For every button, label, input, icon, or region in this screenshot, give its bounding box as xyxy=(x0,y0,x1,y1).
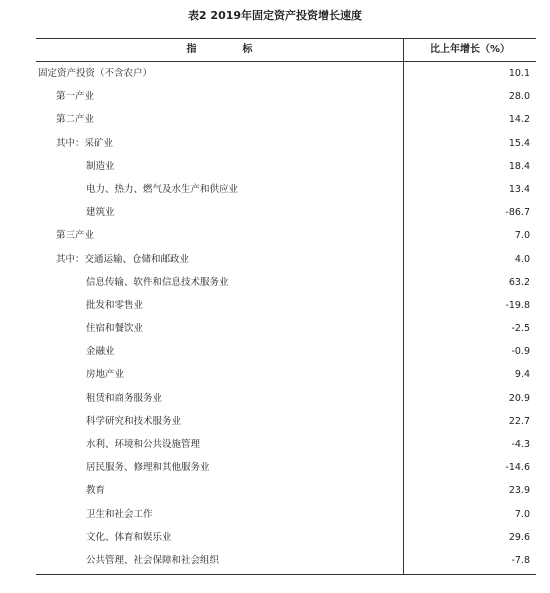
row-label: 信息传输、软件和信息技术服务业 xyxy=(86,276,229,288)
table-row xyxy=(36,155,536,178)
row-value: 22.7 xyxy=(508,415,530,427)
row-label: 第二产业 xyxy=(56,114,95,126)
table-row xyxy=(36,224,536,247)
row-label: 水利、环境和公共设施管理 xyxy=(86,439,201,450)
table-title: 表2 2019年固定资产投资增长速度 xyxy=(187,9,363,22)
row-label: 第三产业 xyxy=(56,230,95,242)
row-value: 20.9 xyxy=(508,392,530,404)
row-label: 第一产业 xyxy=(56,91,95,103)
row-value: -4.3 xyxy=(511,439,530,450)
row-label: 科学研究和技术服务业 xyxy=(86,415,182,427)
row-value: -86.7 xyxy=(505,207,530,219)
row-label: 文化、体育和娱乐业 xyxy=(86,531,172,543)
table-row xyxy=(36,294,536,317)
row-value: 4.0 xyxy=(514,253,530,265)
row-value: 9.4 xyxy=(514,369,530,381)
row-value: 23.9 xyxy=(508,485,530,497)
table-row xyxy=(36,62,536,85)
row-label: 其中：交通运输、仓储和邮政业 xyxy=(56,253,190,265)
table-row xyxy=(36,85,536,108)
table-row xyxy=(36,526,536,549)
row-label: 公共管理、社会保障和社会组织 xyxy=(86,554,220,566)
row-label: 其中：采矿业 xyxy=(56,137,114,149)
row-value: -19.8 xyxy=(505,299,530,311)
table-row xyxy=(36,108,536,131)
table-row xyxy=(36,201,536,224)
row-value: 29.6 xyxy=(508,531,530,543)
row-label: 电力、热力、燃气及水生产和供应业 xyxy=(86,183,239,195)
row-label: 居民服务、修理和其他服务业 xyxy=(86,462,210,474)
row-value: -0.9 xyxy=(511,346,530,358)
row-value: 14.2 xyxy=(508,114,530,126)
table-row xyxy=(36,132,536,155)
header-growth-rate: 比上年增长（%） xyxy=(429,44,511,55)
table-row xyxy=(36,363,536,386)
row-label: 批发和零售业 xyxy=(86,299,144,311)
table-row xyxy=(36,317,536,340)
table-row xyxy=(36,387,536,410)
table-row xyxy=(36,433,536,456)
row-value: -2.5 xyxy=(511,323,530,335)
table-bottom-rule xyxy=(36,574,536,575)
table-row xyxy=(36,178,536,201)
row-label: 教育 xyxy=(86,485,106,497)
row-label: 卫生和社会工作 xyxy=(86,508,153,520)
row-value: 18.4 xyxy=(508,160,530,172)
table-row xyxy=(36,410,536,433)
header-indicator: 指 标 xyxy=(186,44,271,55)
row-label: 制造业 xyxy=(86,160,115,172)
table-row xyxy=(36,549,536,572)
table-row xyxy=(36,479,536,502)
table-row xyxy=(36,456,536,479)
row-label: 住宿和餐饮业 xyxy=(86,323,144,335)
row-value: 10.1 xyxy=(508,68,530,79)
table-body xyxy=(36,62,536,572)
row-value: 28.0 xyxy=(508,91,530,103)
row-value: 63.2 xyxy=(508,276,530,288)
row-label: 房地产业 xyxy=(86,369,125,381)
row-value: 15.4 xyxy=(508,137,530,149)
row-label: 固定资产投资（不含农户） xyxy=(38,68,153,79)
row-value: 7.0 xyxy=(514,508,530,520)
table-row xyxy=(36,503,536,526)
row-label: 租赁和商务服务业 xyxy=(86,392,163,404)
row-label: 金融业 xyxy=(86,346,115,358)
table-row xyxy=(36,340,536,363)
row-value: -7.8 xyxy=(511,554,530,566)
table-row xyxy=(36,271,536,294)
row-value: 7.0 xyxy=(514,230,530,242)
row-value: 13.4 xyxy=(508,183,530,195)
table-row xyxy=(36,248,536,271)
row-label: 建筑业 xyxy=(86,207,115,219)
row-value: -14.6 xyxy=(505,462,530,474)
